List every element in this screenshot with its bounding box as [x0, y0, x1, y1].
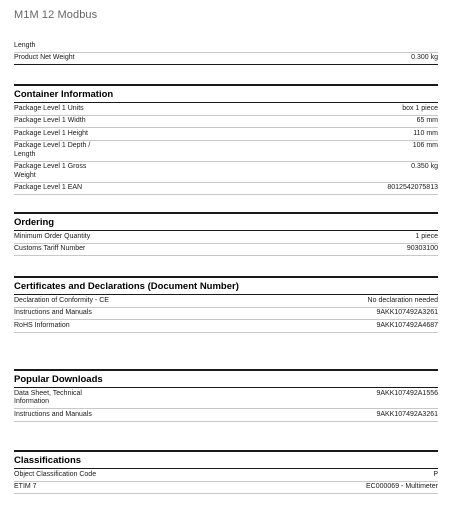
- row-label: Package Level 1 Depth / Length: [14, 142, 91, 158]
- row-value: box 1 piece: [402, 104, 438, 112]
- product-title: M1M 12 Modbus: [14, 9, 98, 21]
- row-label: Package Level 1 Width: [14, 117, 86, 124]
- row-label: Package Level 1 Gross Weight: [14, 163, 87, 179]
- row-label: Minimum Order Quantity: [14, 232, 91, 240]
- row-label: Customs Tariff Number: [14, 245, 86, 252]
- row-label: RoHS Information: [14, 321, 70, 329]
- row-label: Declaration of Conformity - CE: [14, 296, 109, 304]
- row-value: 106 mm: [412, 142, 438, 149]
- table-row: [14, 128, 438, 141]
- ordering-section: [14, 212, 438, 256]
- table-row: [14, 40, 438, 53]
- table-row: [14, 388, 438, 409]
- section-heading: Ordering: [14, 217, 55, 228]
- popular-downloads-section: [14, 369, 438, 422]
- row-label: Package Level 1 Height: [14, 129, 88, 137]
- row-label: Package Level 1 Units: [14, 104, 84, 112]
- section-heading: Classifications: [14, 455, 82, 466]
- classifications-section: [14, 450, 438, 494]
- table-row: [14, 482, 438, 495]
- section-heading: Container Information: [14, 89, 114, 100]
- table-row: [14, 409, 438, 422]
- certificates-section: [14, 276, 438, 333]
- row-label: Instructions and Manuals: [14, 309, 92, 316]
- table-row: [14, 295, 438, 308]
- row-value: 8012542075813: [387, 184, 438, 191]
- row-label: Instructions and Manuals: [14, 410, 92, 418]
- row-value: 0.350 kg: [411, 163, 438, 170]
- row-value: 9AKK107492A4687: [376, 321, 438, 329]
- row-label: Package Level 1 EAN: [14, 184, 83, 191]
- table-row: [14, 103, 438, 116]
- row-value: P: [433, 470, 438, 478]
- row-value: EC000069 - Multimeter: [366, 483, 438, 490]
- table-row: [14, 320, 438, 333]
- table-row: [14, 308, 438, 321]
- row-value: 65 mm: [416, 117, 438, 124]
- row-label: Length: [14, 41, 36, 49]
- table-row: [14, 469, 438, 482]
- table-row: [14, 231, 438, 244]
- row-value: No declaration needed: [367, 296, 438, 304]
- section-heading: Popular Downloads: [14, 374, 103, 385]
- table-row: [14, 244, 438, 257]
- row-value: 110 mm: [413, 129, 438, 137]
- table-row: [14, 116, 438, 129]
- row-value: 90303100: [406, 245, 438, 252]
- container-information-section: [14, 84, 438, 195]
- row-label: Product Net Weight: [14, 54, 75, 61]
- row-value: 1 piece: [415, 232, 438, 240]
- table-row: [14, 162, 438, 183]
- table-row: [14, 141, 438, 162]
- row-value: 0.300 kg: [411, 54, 438, 61]
- row-label: Object Classification Code: [14, 470, 97, 478]
- table-row: [14, 183, 438, 196]
- download-link[interactable]: 9AKK107492A1556: [376, 389, 438, 397]
- download-link[interactable]: 9AKK107492A3261: [376, 410, 438, 418]
- product-details-section: [14, 40, 438, 65]
- row-value: 9AKK107492A3261: [376, 309, 438, 316]
- row-label: ETIM 7: [14, 483, 37, 490]
- table-row: [14, 53, 438, 66]
- row-label: Data Sheet, Technical Information: [14, 389, 82, 405]
- section-heading: Certificates and Declarations (Document Number): [14, 281, 239, 292]
